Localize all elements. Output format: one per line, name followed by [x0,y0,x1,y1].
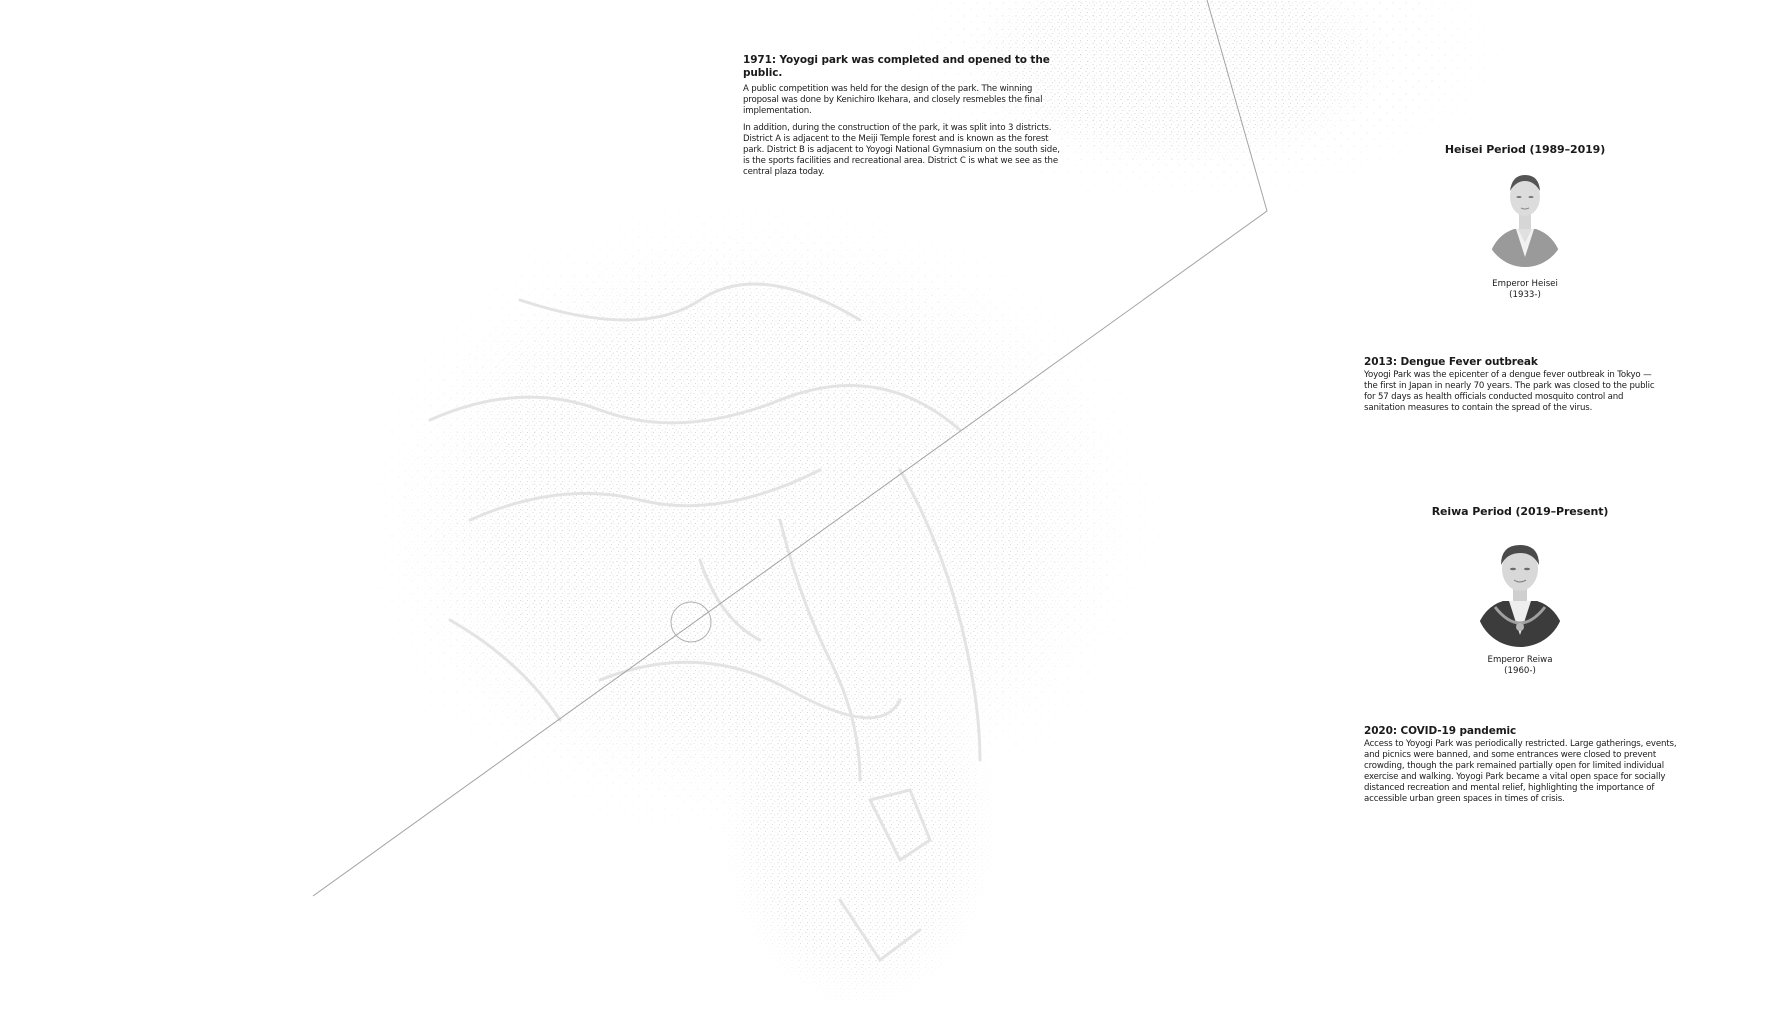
event-title: 2013: Dengue Fever outbreak [1364,356,1538,368]
event-2020 [1364,725,1682,811]
period-title: Reiwa Period (2019–Present) [1431,505,1609,518]
event-1971 [743,54,1065,184]
portrait-caption-years: (1960-) [1504,666,1536,676]
event-paragraph: A public competition was held for the design of the park. The winning proposal was done by Kenichiro Ikehara, and closely resmebles the final implementation. [743,84,1043,116]
period-heisei [1440,143,1610,301]
event-paragraph: Access to Yoyogi Park was periodically restricted. Large gatherings, events, and picnics were banned, and some entrances were closed to prevent crowding, though the park remained partially open for limited individual exercise and walking. Yoyogi Park became a vital open space for socially distanced recreation and mental relief, highlighting the importance of accessible urban green spaces in times of crisis. [1364,739,1677,804]
emperor-portrait-icon [1484,167,1566,271]
emperor-portrait-icon [1473,535,1567,647]
period-reiwa [1425,505,1615,677]
event-paragraph: Yoyogi Park was the epicenter of a dengue fever outbreak in Tokyo — the first in Japan in nearly 70 years. The park was closed to the public for 57 days as health officials conducted mosquito control and sanitation measures to contain the spread of the virus. [1364,370,1655,413]
event-title: 1971: Yoyogi park was completed and opened to the public. [743,54,1050,79]
portrait-caption-name: Emperor Heisei [1492,279,1558,289]
portrait-caption-years: (1933-) [1509,290,1541,300]
portrait-caption-name: Emperor Reiwa [1487,655,1553,665]
event-title: 2020: COVID-19 pandemic [1364,725,1517,737]
period-title: Heisei Period (1989–2019) [1444,143,1606,156]
event-2013 [1364,356,1664,420]
event-paragraph: In addition, during the construction of the park, it was split into 3 districts. District A is adjacent to the Meiji Temple forest and is known as the forest park. District B is adjacent to Yoyogi National Gymnasium on the south side, is the sports facilities and recreational area. District C is what we see as the central plaza today. [743,123,1060,177]
